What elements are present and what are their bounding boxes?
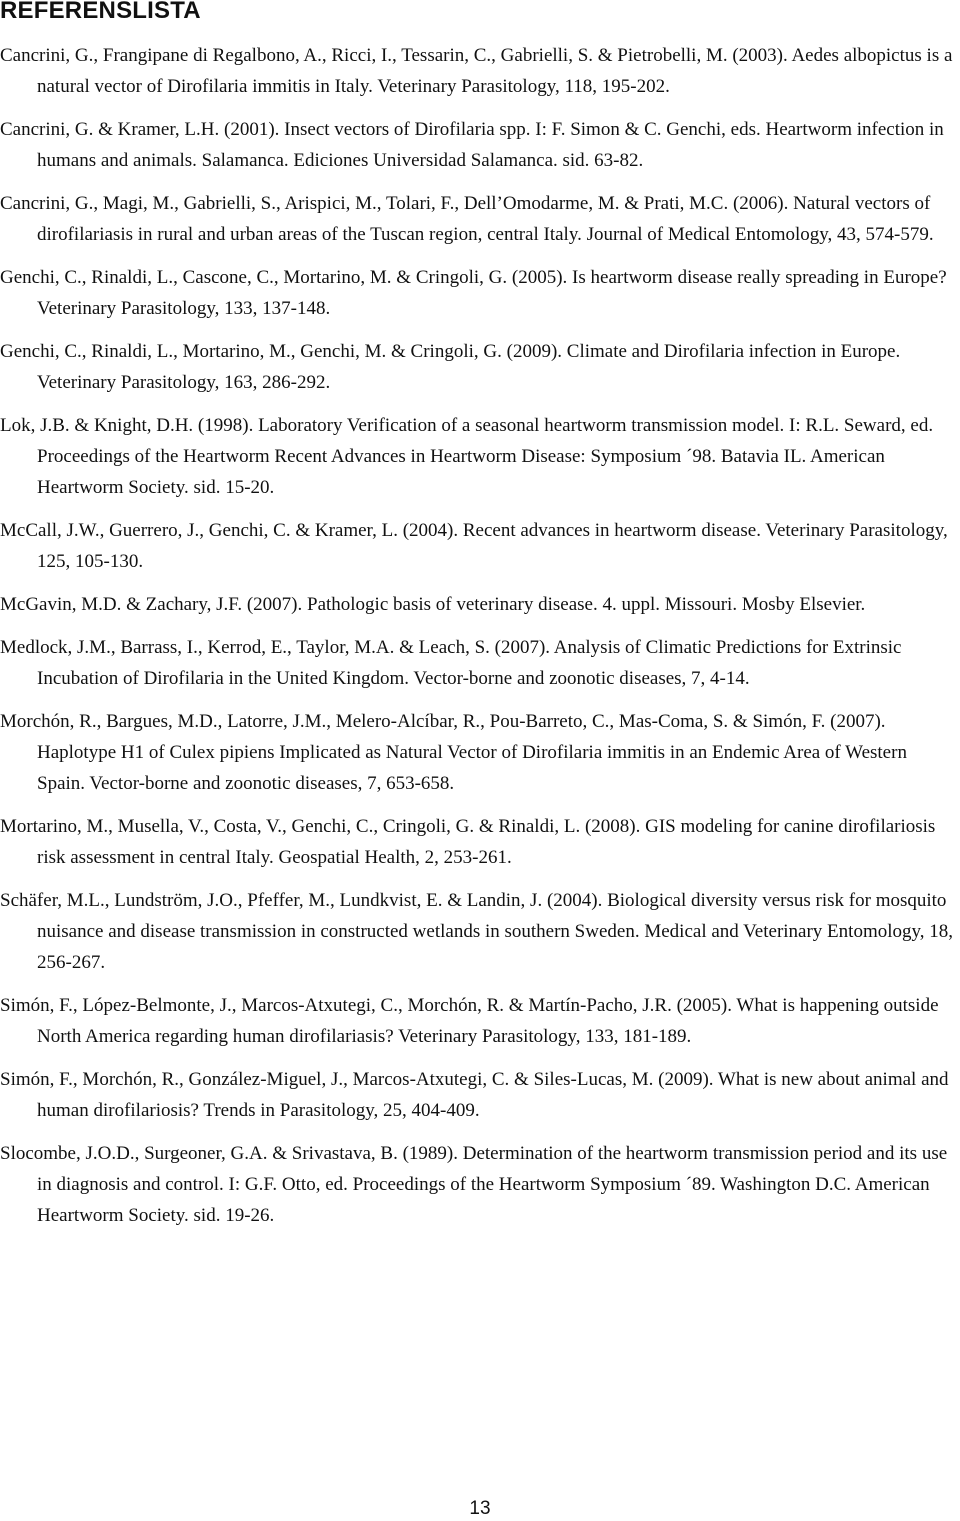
reference-item: McCall, J.W., Guerrero, J., Genchi, C. & Kramer, L. (2004). Recent advances in heartworm disease. Veterinary Parasitology, 125, 105-130. xyxy=(0,520,948,572)
reference-item: Cancrini, G., Magi, M., Gabrielli, S., Arispici, M., Tolari, F., Dell’Omodarme, M. & Prati, M.C. (2006). Natural vectors of dirofilariasis in rural and urban areas of the Tuscan region, central Italy. Journal of Medical Entomology, 43, 574-579. xyxy=(0,193,934,245)
reference-item: Morchón, R., Bargues, M.D., Latorre, J.M., Melero-Alcíbar, R., Pou-Barreto, C., Mas-Coma, S. & Simón, F. (2007). Haplotype H1 of Culex pipiens Implicated as Natural Vector of Dirofilaria immitis in an Endemic Area of Western Spain. Vector-borne and zoonotic diseases, 7, 653-658. xyxy=(0,711,907,794)
reference-item: McGavin, M.D. & Zachary, J.F. (2007). Pathologic basis of veterinary disease. 4. uppl. Missouri. Mosby Elsevier. xyxy=(0,594,866,615)
page-number: 13 xyxy=(469,1498,491,1519)
reference-list xyxy=(0,40,956,1231)
reference-item: Lok, J.B. & Knight, D.H. (1998). Laboratory Verification of a seasonal heartworm transmission model. I: R.L. Seward, ed. Proceedings of the Heartworm Recent Advances in Heartworm Disease: Symposium ´98. Batavia IL. American Heartworm Society. sid. 15-20. xyxy=(0,415,934,498)
reference-item: Simón, F., Morchón, R., González-Miguel, J., Marcos-Atxutegi, C. & Siles-Lucas, M. (2009). What is new about animal and human dirofilariosis? Trends in Parasitology, 25, 404-409. xyxy=(0,1069,949,1121)
reference-item: Simón, F., López-Belmonte, J., Marcos-Atxutegi, C., Morchón, R. & Martín-Pacho, J.R. (2005). What is happening outside North America regarding human dirofilariasis? Veterinary Parasitology, 133, 181-189. xyxy=(0,995,939,1047)
reference-item: Genchi, C., Rinaldi, L., Cascone, C., Mortarino, M. & Cringoli, G. (2005). Is heartworm disease really spreading in Europe? Veterinary Parasitology, 133, 137-148. xyxy=(0,267,947,319)
reference-item: Cancrini, G., Frangipane di Regalbono, A., Ricci, I., Tessarin, C., Gabrielli, S. & Pietrobelli, M. (2003). Aedes albopictus is a natural vector of Dirofilaria immitis in Italy. Veterinary Parasitology, 118, 195-202. xyxy=(0,45,953,97)
reference-item: Mortarino, M., Musella, V., Costa, V., Genchi, C., Cringoli, G. & Rinaldi, L. (2008). GIS modeling for canine dirofilariosis risk assessment in central Italy. Geospatial Health, 2, 253-261. xyxy=(0,816,936,868)
reference-item: Cancrini, G. & Kramer, L.H. (2001). Insect vectors of Dirofilaria spp. I: F. Simon & C. Genchi, eds. Heartworm infection in humans and animals. Salamanca. Ediciones Universidad Salamanca. sid. 63-82. xyxy=(0,119,944,171)
reference-item: Medlock, J.M., Barrass, I., Kerrod, E., Taylor, M.A. & Leach, S. (2007). Analysis of Climatic Predictions for Extrinsic Incubation of Dirofilaria in the United Kingdom. Vector-borne and zoonotic diseases, 7, 4-14. xyxy=(0,637,902,689)
reference-item: Schäfer, M.L., Lundström, J.O., Pfeffer, M., Lundkvist, E. & Landin, J. (2004). Biological diversity versus risk for mosquito nuisance and disease transmission in constructed wetlands in southern Sweden. Medical and Veterinary Entomology, 18, 256-267. xyxy=(0,890,954,973)
page-heading: REFERENSLISTA xyxy=(0,0,201,24)
reference-item: Genchi, C., Rinaldi, L., Mortarino, M., Genchi, M. & Cringoli, G. (2009). Climate and Dirofilaria infection in Europe. Veterinary Parasitology, 163, 286-292. xyxy=(0,341,901,393)
reference-item: Slocombe, J.O.D., Surgeoner, G.A. & Srivastava, B. (1989). Determination of the heartworm transmission period and its use in diagnosis and control. I: G.F. Otto, ed. Proceedings of the Heartworm Symposium ´89. Washington D.C. American Heartworm Society. sid. 19-26. xyxy=(0,1143,948,1226)
